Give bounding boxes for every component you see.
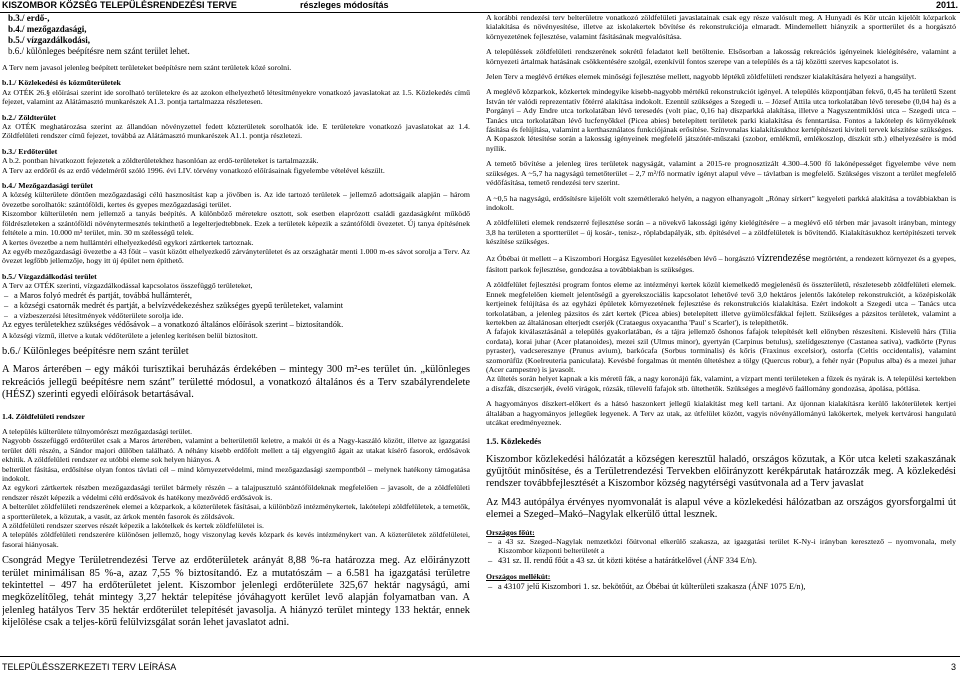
section-heading: b.4./ Mezőgazdasági terület [2, 181, 93, 191]
header-title: KISZOMBOR KÖZSÉG TELEPÜLÉSRENDEZÉSI TERVE [2, 0, 237, 10]
list-item: – a 43 sz. Szeged–Nagylak nemzetközi főútvonal elkerülő szakasza, az igazgatási terület K-Ny-i irányban keresztező – nyomvonala, mely Kiszombor központi belterületét a [486, 537, 956, 556]
paragraph: A település zöldfelületi rendszerére különösen jellemző, hogy viszonylag kevés közpark és kevés intézménykert van. A közterületek zöldfelületei, fasorai hiányosak. [2, 530, 470, 549]
paragraph: Kiszombor külterületén nem jellemző a tanyás beépítés. A különböző méretekre osztott, sok esetben elaprózott családi gazdaságként működő földrészleteken a szántóföldi növénytermesztés tekinthető a legelterjedtebbnek. Ezek a területek képezik a szántóföldi övezetet. Új tanya építésének feltétele a min. 10.000 m² terület, min. 30 m szélességű telek. [2, 209, 470, 238]
paragraph: Csongrád Megye Területrendezési Terve az erdőterületek arányát 8,88 %-ra határozza meg. Az előirányzott terület minimálisan 85 %-a, azaz 7,55 % biztosítandó. Ez a mutatószám – a 6.581 ha igazgatási területre tekintettel – 497 ha erdőterületet jelent. Kiszombor jelenlegi erdőterülete 325,67 hektár nagyságú, ami megközelítőleg, tehát mintegy 3,27 hektár telepítése jóváhagyott kerület levő alapján folyamatban van. A jelenleg hatályos Terv 35 hektár erdőterület telepítését javasolja. A hiányzó terület mintegy 133 hektár, ennek kijelölése csak a teljes-körű felülvizsgálat során lehet javaslatot adni. [2, 555, 470, 629]
toc-item: b.3./ erdő-, [8, 13, 50, 23]
list-item: – a Maros folyó medrét és partját, továbbá hullámterét, [2, 291, 470, 301]
section-heading: 1.5. Közlekedés [486, 437, 542, 447]
paragraph: A zöldfelületi elemek rendszerré fejlesztése során – a növekvő lakossági igény kielégítésére – a meglévő elő térben már javasolt irányban, mintegy 3,8 ha területen a sportterület – új kosár-, tenisz-, röplabdapályák, stb. építésével – a zöldfelületek is bővítendő. Kialakításukhoz kertépítészeti tervek készítése szükséges. [486, 218, 956, 247]
text-run: megtörtént, a rendezett környezet és a gyepes, fásított parkok fejlesztése, gondozása a továbbiakban is szükséges. [486, 253, 956, 274]
page-footer [0, 656, 960, 680]
paragraph: Jelen Terv a meglévő értékes elemek minőségi fejlesztése mellett, nagyobb léptékű zöldfelületi rendszer kialakítására helyezi a hangsúlyt. [486, 72, 917, 82]
paragraph: Az M43 autópálya érvényes nyomvonalát is alapul véve a közlekedési hálózatban az országos gyorsforgalmi út elemei a Szeged–Makó–Nagylak elkerülő úttal lesznek. [486, 496, 956, 521]
page-header [0, 0, 960, 13]
section-heading: b.3./ Erdőterület [2, 146, 58, 156]
paragraph: A meglévő közparkok, közkertek mindegyike kisebb-nagyobb mértékű rekonstrukciót igényel. A település központjában fekvő, 0,45 ha területű Szent István tér valódi reprezentatív főtérré alakítása indokolt. Ezentúl szükséges a Szegedi u. – József Attila utca torkolatában lévő teresebe (0,04 ha) és a Porgányi – Ady Endre utca torkolatában lévő teresedés (volt piac, 0,16 ha) díszparkká alakítása, illetve a Nagyszentmiklósi utca – Szegedi utca – Tanács utca torkolatában lévő lucfenyőkkel (Picea abies) betelepített területek parki kialakítása és fenntartása. Fontos a lakótelep és környékének fásítása és felújítása, valamint a kerthasználatos funkciójának erősítése. Színvonalas kialakításukhoz kertépítészeti kiviteli tervek készítése szükséges. [486, 87, 956, 135]
paragraph: A belterület zöldfelületi rendszerének elemei a közparkok, a közterületek fásításai, a különböző intézménykertek, lakótelepi zöldfelületek, a temetők, a sportterületek, a közutak, a vasút, az árkok mentén fasorok és zöldsávok. [2, 502, 470, 521]
paragraph: A zöldfelületi rendszer szerves részét képezik a lakótelkek és kertek zöldfelületei is. [2, 521, 264, 531]
paragraph: Az OTÉK 26.§ előírásai szerint ide sorolható területekre és az azokon elhelyezhető létesítményekre vonatkozó javaslatokat az 1.5. Közlekedés című fejezet, valamint az Alátámasztó munkarészek A1.3. pontja tartalmazza részletesen. [2, 87, 470, 107]
paragraph: A település külterülete túlnyomórészt mezőgazdasági terület. [2, 426, 193, 436]
paragraph: A Terv az OTÉK szerinti, vízgazdálkodással kapcsolatos összefüggő területeket, [2, 281, 253, 291]
toc-item: b.4./ mezőgazdasági, [8, 24, 87, 34]
list-item: – a 43107 jelű Kiszombori 1. sz. bekötőút, az Óbébai út külterületi szakasza (ÁNF 1075 E/n), [486, 582, 956, 592]
header-year: 2011. [935, 0, 958, 10]
section-heading: b.1./ Közlekedési és közműterületek [2, 78, 121, 88]
list-item: – 431 sz. II. rendű főút a 43 sz. út közti kötése a határátkelővel (ÁNF 334 E/n). [486, 556, 956, 566]
paragraph: A kertes övezetbe a nem hullámtéri elhelyezkedésű egykori zártkertek tartoznak. [2, 237, 254, 247]
list-item: – a községi csatornák medrét és partját, a belvízvédekezéshez szükséges gyepű területeket, valamint [2, 301, 470, 311]
subsection-heading: Országos mellékút: [486, 572, 551, 582]
page-number: 3 [950, 662, 956, 672]
paragraph: A temető bővítése a jelenleg üres területek nagyságát, valamint a 2015-re prognosztizált 4.300–4.500 fő lakónépességet figyelembe véve nem szükséges. A ~5,7 ha nagyságú temetőterület – 2,7 m²/fő normatív igényt alapul véve – távlatban is megfelelő. Szükséges viszont a terület megfelelő védőfásítása, temető rendezési terv szerint. [486, 159, 956, 188]
paragraph: Nagyobb összefüggő erdőterület csak a Maros árterében, valamint a belterülettől keletre, a makói út és a Nagy-kaszáló között, illetve az igazgatási terület déli részén, a Sándor majori dűlőben található. A néhány kisebb erdőfolt mellett a táj elgyengítő ágait az utakat kísérő fasorok, erdősávok ekhitik. A zöldfelületi rendszer ez utóbbi eleme sok helyen hiányos. A [2, 436, 470, 465]
paragraph: Az egyéb mezőgazdasági övezetbe a 43 főút – vasút között elhelyezkedő zárványterületet és az országhatár menti 1.000 m-es sávot sorolja a Terv. Az övezet legfőbb jellemzője, hogy itt új épület nem építhető. [2, 246, 470, 266]
paragraph: A ~0,5 ha nagyságú, erdősítésre kijelölt volt szemétlerakó helyén, a nagyon elhanyagolt „Rónay sírkert" kegyeleti parkká alakítása a továbbiakban is indokolt. [486, 193, 956, 212]
section-heading: b.6./ Különleges beépítésre nem szánt terület [2, 345, 189, 357]
right-column [486, 13, 956, 653]
header-subtitle: részleges módosítás [300, 0, 389, 10]
subsection-heading: Országos főút: [486, 527, 535, 537]
toc-item: b.6./ különleges beépítésre nem szánt terület lehet. [8, 46, 190, 56]
paragraph [486, 253, 956, 275]
paragraph: belterület fásítása, erdősítése olyan fontos távlati cél – mind környezetvédelmi, mind mezőgazdasági szempontból – melynek hatékony támogatása indokolt. [2, 464, 470, 484]
footer-title: TELEPÜLÉSSZERKEZETI TERV LEÍRÁSA [2, 662, 177, 672]
paragraph: Az ültetés során helyet kapnak a kis méretű fák, a nagy koronájú fák, valamint, a vízpart menti területeken a fűzek és nyárak is. A települési kertekben a díszfák, díszcserjék, évelő virágok, rózsák, tűlevelű fafajok stb. ültethetők. Szükséges a meglévő faállomány gondozása, ápolása, pótlása. [486, 374, 956, 393]
paragraph: A hagyományos díszkert-előkert és a hátsó haszonkert jellegű kialakítást meg kell tartani. Az újonnan kialakításra kerülő lakóterületek kertjei általában a hagyományos jellegűek legyenek. A Terv az utak, az útfelület között, vagyis növényállományú lakókertek, melyek kertvárosi hangulatú utcákat eredményeznek. [486, 399, 956, 428]
paragraph: A községi vízmű, illetve a kutak védőterülete a jelenleg kerítésen belül biztosított. [2, 330, 258, 340]
section-heading: b.2./ Zöldterület [2, 112, 56, 122]
left-column [2, 13, 470, 653]
paragraph: Kiszombor közlekedési hálózatát a községen keresztül haladó, országos közutak, a Kör utca keleti szakaszának gyűjtőút minősítése, és a Területrendezési Tervekben előirányzott kerékpárutak határozzák meg. A közlekedési rendszer továbbfejlesztését a Kiszombor község nagytérségi vasútvonala ad a Terv javaslat [486, 453, 956, 490]
paragraph: Az OTÉK meghatározása szerint az állandóan növényzettel fedett közterületek sorolhatók ide. E területekre vonatkozó javaslatokat az 1.4. Zöldfelületi rendszer című fejezet, továbbá az Alátámasztó munkarészek A1.1. pontja részletezi. [2, 122, 470, 141]
paragraph: A Kopaszok létesítése során a lakosság igényeinek megfelelő játszótér-műszaki (szobor, emlékmű, emlékoszlop, díszkút stb.) elhelyezésére is mód nyílik. [486, 134, 956, 153]
paragraph: A Maros árterében – egy mákói turisztikai beruházás érdekében – mintegy 300 m²-es terület ún. „különleges rekreációs jellegű beépítésre nem szánt" területté módosul, a vonatkozó általános és a Terv szabályrendelete (HÉSZ) szerinti egyedi előírások betartásával. [2, 364, 470, 401]
paragraph: A Terv az erdőről és az erdő védelméről szóló 1996. évi LIV. törvény vonatkozó előírásainak figyelembe vételével készült. [2, 165, 385, 175]
section-heading: 1.4. Zöldfelületi rendszer [2, 411, 86, 421]
paragraph: A településsek zöldfelületi rendszerének sokrétű feladatot kell betöltenie. Elsősorban a lakosság rekreációs igényeinek kielégítésére, valamint a környezeti ártalmak hatásának csökkentésére szolgál, ezenkívül fontos szerepe van a település és a táj közötti szerves kapcsolatot is. [486, 47, 956, 66]
paragraph: A fafajok kiválasztásánál a település gyakorlatában, és a tájra jellemző őshonos fafajok telepítését kell előnyben részesíteni. Kislevelű hárs (Tilia cordata), korai juhar (Acer platanoides), mezei szil (Ulmus minor), gyertyán (Carpinus betulus), szelídgesztenye (Castanea sativa), vadkörte (Pyrus pyraster), vadcseresznye (Prunus avium), barkócafa (Sorbus torminalis) és kőris (Fraxinus excelsior), ostorfa (Celtis occidentalis), valamint szomorúfűz (Koelreuteria paniculata). Kevésbé forgalmas út mentén ültetéshez a tölgy (Quercus robur), a fehér nyár (Populus alba) és a mezei juhar (Acer campestre) is javasolt. [486, 327, 956, 374]
paragraph: A község külterülete döntően mezőgazdasági célú hasznosítást kap a jövőben is. Az ide tartozó területek – jellemző adottságaik alapján – három övezetbe sorolhatók: szántóföldi, kertes és gyepes mezőgazdasági terület. [2, 190, 470, 209]
paragraph: A Terv nem javasol jelenleg beépített területeket beépítésre nem szánt területek közé sorolni. [2, 63, 292, 72]
paragraph: A korábbi rendezési terv belterületre vonatkozó zöldfelületi javaslatainak csak egy része valósult meg. A Hunyadi és Kör utcán kijelölt közparkok kialakítása és növényesítése, illetve az iskolakertek bővítése és rekonstrukciója elmaradt. Mindemellett hiányzik a sportterület és a horgásztó környezetének fejlesztése, valamint fásításának megvalósítása. [486, 13, 956, 41]
text-run: Az Óbébai út mellett – a Kiszombori Horgász Egyesület kezelésében lévő – horgásztó [486, 253, 755, 263]
list-item: – a vízbeszerzési létesítmények védőterülete sorolja ide. [2, 311, 470, 320]
paragraph: Az egykori zártkertek részben mezőgazdasági terület bármely részén – a talajpusztuló szántóföldeknak megfelelően – javasolt, de a zöldfelületi rendszer részét képezik a védelmi célú erdősávok és hatékony mezővédő erdősávok is. [2, 483, 470, 502]
toc-item: b.5./ vízgazdálkodási, [8, 35, 91, 45]
toc-list [2, 13, 470, 57]
paragraph: A b.2. pontban hivatkozott fejezetek a zöldterületekhez hasonlóan az erdő-területeket is tartalmazzák. [2, 156, 319, 166]
paragraph: Az egyes területekhez szükséges védősávok – a vonatkozó általános előírások szerint – biztosítandók. [2, 320, 344, 330]
section-heading: b.5./ Vízgazdálkodási terület [2, 271, 97, 281]
text-run: vízrendezése [756, 252, 811, 264]
paragraph: A zöldfelület fejlesztési program fontos eleme az intézményi kertek közül kiemelkedő megjelenésű és összterületű, részletesebb zöldfelületi elemek. Ennek megfelelően kiemelt jelentőségű a gyerekszociális kapcsolatot lehetővé tevő 3,0 hektáros jelentős lakótelep rekonstrukciót, a középiskolák kertjeinek felújítása és az egyházi épületek környezetének fejlesztése és rekonstrukciós kialakítása. Ezért indokolt a Szegedi utca – Tanács utca torkolatában, a jelenleg pázsitos és zárt kertek (Picea abies) betelepített illetve gyümölcsfákkal fejlett. Szükséges a pázsitos területek, valamint a kertekben az általánosan elterjedt cserjék (Crataegus oxyacantha 'Paul' s Scarlet'), is telepíthetők. [486, 280, 956, 327]
